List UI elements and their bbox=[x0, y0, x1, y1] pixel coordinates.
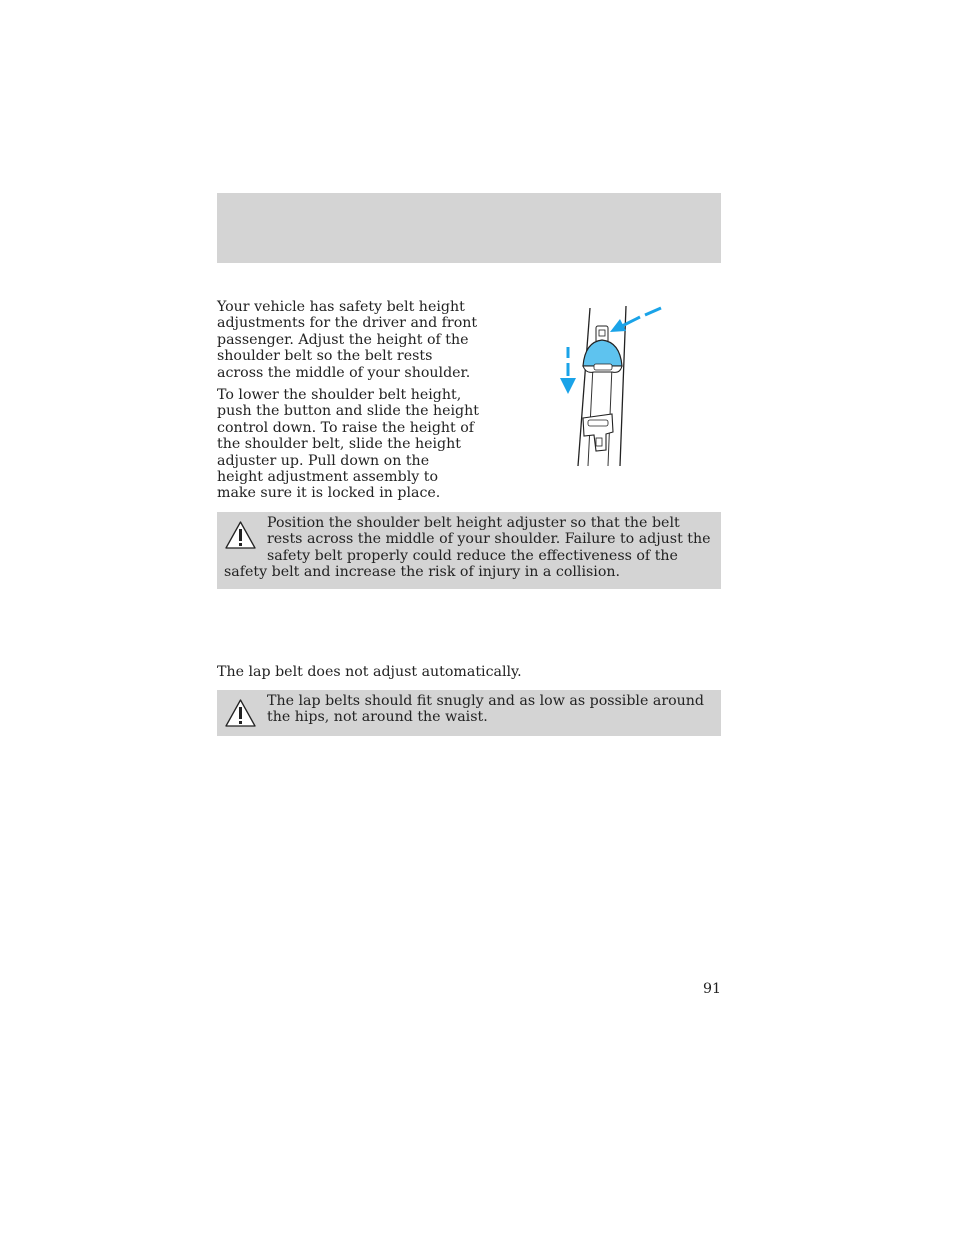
warning-text-lap-belt: The lap belts should fit snugly and as low as possible around the hips, not around the waist. bbox=[267, 693, 705, 726]
warning-triangle-icon bbox=[224, 698, 257, 728]
page-number: 91 bbox=[702, 981, 721, 997]
warning-text-shoulder-belt: Position the shoulder belt height adjuster so that the belt rests across the middle of your shoulder. Failure to adjust the safety belt properly could reduce the effectiveness of the safety belt and increase the risk of injury in a collision. bbox=[224, 515, 711, 581]
intro-text bbox=[217, 299, 479, 508]
intro-paragraph-1: Your vehicle has safety belt height adjustments for the driver and front passenger. Adjust the height of the shoulder belt so the belt rests across the middle of your shoulder. bbox=[217, 299, 478, 381]
intro-paragraph-2: To lower the shoulder belt height, push the button and slide the height control down. To raise the height of the shoulder belt, slide the height adjuster up. Pull down on the height adjustment assembly to make sure it is locked in place. bbox=[217, 387, 479, 502]
warning-triangle-icon bbox=[224, 520, 257, 550]
shoulder-belt-height-adjuster-illustration bbox=[550, 300, 670, 472]
lap-belt-note: The lap belt does not adjust automatically. bbox=[217, 664, 522, 680]
warning-box-shoulder-belt bbox=[217, 512, 721, 589]
warning-box-lap-belt bbox=[217, 690, 721, 736]
section-header-band bbox=[217, 193, 721, 263]
